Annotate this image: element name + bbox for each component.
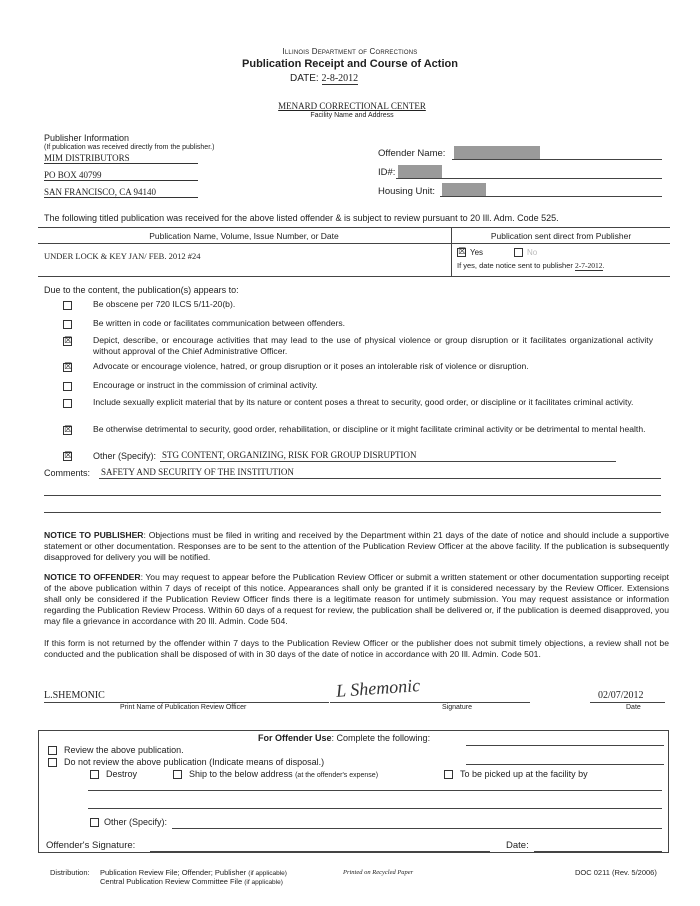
notice-publisher-text: : Objections must be filed in writing and received by the Department within 21 days of the date of notice and should include a supportive statement or other documentation. Responses are to be sent to the attention of the Publication Review Officer at the above facility. If the publication is subsequently disapproved for delivery you will be notified. [44, 530, 669, 562]
review-label: Review the above publication. [64, 745, 184, 755]
destroy-checkbox[interactable] [90, 770, 99, 779]
address-line[interactable] [88, 808, 662, 809]
other-disposal-checkbox[interactable] [90, 818, 99, 827]
department-name: Illinois Department of Corrections [282, 47, 418, 56]
do-not-review-label: Do not review the above publication (Indicate means of disposal.) [64, 757, 325, 767]
form-number: DOC 0211 (Rev. 5/2006) [575, 868, 657, 877]
facility-caption: Facility Name and Address [310, 112, 394, 119]
direct-yes-label: Yes [470, 248, 484, 257]
publisher-note: (If publication was received directly from the publisher.) [44, 144, 215, 151]
offender-use-heading: For Offender Use [258, 733, 332, 743]
housing-unit-redacted [442, 183, 486, 196]
recycled-note: Printed on Recycled Paper [343, 869, 414, 876]
review-checkbox[interactable] [48, 746, 57, 755]
housing-unit-label: Housing Unit: [378, 186, 436, 197]
pickup-checkbox[interactable] [444, 770, 453, 779]
notice-offender-heading: NOTICE TO OFFENDER [44, 572, 141, 582]
notice-date-value: 2-7-2012 [575, 261, 603, 270]
reason-checkbox[interactable]: ☒ [64, 336, 73, 346]
table-bottom-border [38, 276, 670, 277]
reason-text: Be written in code or facilitates communication between offenders. [93, 318, 346, 328]
table-column-divider [451, 227, 452, 276]
direct-no-checkbox[interactable] [514, 248, 523, 257]
destroy-label: Destroy [106, 769, 138, 779]
direct-no-label: No [527, 248, 538, 257]
reason-checkbox[interactable] [63, 382, 72, 391]
reason-checkbox[interactable] [63, 320, 72, 329]
offender-name-label: Offender Name: [378, 148, 446, 159]
reason-checkbox[interactable]: ☒ [64, 362, 73, 372]
comments-label: Comments: [44, 468, 91, 478]
intro-text: The following titled publication was received for the above listed offender & is subject to review pursuant to 20 Ill. Adm. Code 525. [44, 213, 559, 223]
ship-label: Ship to the below address [189, 769, 293, 779]
distribution-line-2 [100, 877, 283, 886]
facility-name: MENARD CORRECTIONAL CENTER [278, 101, 426, 111]
date-label: DATE: [290, 73, 319, 84]
distribution-note-1: (if applicable) [248, 870, 287, 877]
address-line[interactable] [88, 790, 662, 791]
other-disposal-line[interactable] [172, 828, 662, 829]
distribution-label: Distribution: [50, 868, 90, 877]
offender-id-redacted [398, 165, 442, 178]
other-disposal-label: Other (Specify): [104, 817, 168, 827]
offender-date-label: Date: [506, 840, 529, 851]
form-date [290, 73, 450, 84]
other-reason-value: STG CONTENT, ORGANIZING, RISK FOR GROUP DISRUPTION [162, 450, 417, 460]
offender-date-line[interactable] [534, 851, 662, 852]
reason-text: Be obscene per 720 ILCS 5/11-20(b). [93, 299, 236, 309]
publisher-address-2: SAN FRANCISCO, CA 94140 [44, 187, 198, 198]
ship-checkbox[interactable] [173, 770, 182, 779]
comments-value: SAFETY AND SECURITY OF THE INSTITUTION [101, 467, 294, 477]
notice-publisher-heading: NOTICE TO PUBLISHER [44, 530, 144, 540]
offender-signature-line[interactable] [150, 851, 490, 852]
reason-checkbox[interactable] [63, 301, 72, 310]
notice-to-publisher [44, 530, 669, 563]
distribution-note-2: (if applicable) [244, 879, 283, 886]
offender-id-label: ID#: [378, 167, 396, 178]
reason-checkbox[interactable]: ☒ [64, 425, 73, 435]
officer-signature: L Shemonic [335, 675, 421, 701]
other-reason-checkbox[interactable]: ☒ [64, 451, 73, 461]
officer-date: 02/07/2012 [598, 690, 644, 701]
date-value: 2-8-2012 [321, 73, 359, 84]
ship-note: (at the offender's expense) [295, 772, 379, 779]
distribution-text-2: Central Publication Review Committee File [100, 877, 243, 886]
reason-text: Depict, describe, or encourage activities that may lead to the use of physical violence or group disruption or it facilitates organizational activity without approval of the Chief Administrative Officer. [93, 335, 653, 356]
table-col1-header: Publication Name, Volume, Issue Number, or Date [149, 231, 339, 241]
return-policy-text: If this form is not returned by the offender within 7 days to the Publication Review Officer or the publisher does not submit timely objections, a review shall not be conducted and the publication shall be disposed of with in 30 days of the date of notice in accordance with 20 Ill. Admin. Code 501. [44, 638, 669, 659]
table-header-border [38, 243, 670, 244]
notice-offender-text: : You may request to appear before the Publication Review Officer or submit a written statement or other documentation supporting receipt of the above publication within 7 days of receipt of this notice. Appearances shall only be granted if it is considered necessary by the Review Officer. Extensions shall only be considered if the Publication Review Officer finds there is a legitimate reason for untimely submission. You may request assistance or information regarding the Publication Review Process. Within 60 days of a request for review, the publication shall be delivered or, if the publication is deemed disapproved, you may file a grievance in accordance with 20 Ill. Admin. Code 504. [44, 572, 669, 626]
distribution-line-1 [100, 868, 287, 877]
comments-line [44, 495, 661, 496]
publication-name: UNDER LOCK & KEY JAN/ FEB. 2012 #24 [44, 251, 201, 261]
table-col2-header: Publication sent direct from Publisher [490, 231, 632, 241]
other-reason-label: Other (Specify): [93, 451, 157, 461]
do-not-review-checkbox[interactable] [48, 758, 57, 767]
publisher-heading: Publisher Information [44, 133, 130, 143]
publisher-address-1: PO BOX 40799 [44, 170, 198, 181]
other-reason-line [93, 451, 156, 461]
notice-date-line: If yes, date notice sent to publisher 2-7-2012. [457, 261, 605, 270]
reason-text: Include sexually explicit material that by its nature or content poses a threat to security, good order, or discipline or it facilitates criminal activity. [93, 397, 634, 407]
offender-name-redacted [454, 146, 540, 159]
form-title: Publication Receipt and Course of Action [242, 58, 458, 70]
publisher-name: MIM DISTRIBUTORS [44, 153, 198, 164]
distribution-text-1: Publication Review File; Offender; Publisher [100, 868, 247, 877]
pickup-label: To be picked up at the facility by [460, 769, 588, 779]
reason-text: Advocate or encourage violence, hatred, or group disruption or it poses an intolerable risk of violence or disruption. [93, 361, 529, 371]
reasons-intro: Due to the content, the publication(s) appears to: [44, 285, 239, 295]
offender-use-heading-line [258, 733, 430, 743]
comments-line [44, 512, 661, 513]
ship-line [189, 769, 378, 779]
officer-date-caption: Date [626, 704, 641, 711]
offender-signature-label: Offender's Signature: [46, 840, 136, 851]
reason-text: Encourage or instruct in the commission of criminal activity. [93, 380, 318, 390]
reason-checkbox[interactable] [63, 399, 72, 408]
notice-to-offender [44, 572, 669, 627]
table-top-border [38, 227, 670, 228]
reason-text: Be otherwise detrimental to security, good order, rehabilitation, or discipline or it might facilitate criminal activity or be detrimental to mental health. [93, 424, 646, 434]
notice-date-text: If yes, date notice sent to publisher [457, 261, 573, 270]
officer-name: L.SHEMONIC [44, 690, 105, 701]
officer-name-caption: Print Name of Publication Review Officer [120, 704, 247, 711]
signature-caption: Signature [442, 704, 472, 711]
direct-yes-checkbox[interactable]: ☒ [458, 247, 467, 257]
offender-use-heading-suffix: : Complete the following: [331, 733, 431, 743]
